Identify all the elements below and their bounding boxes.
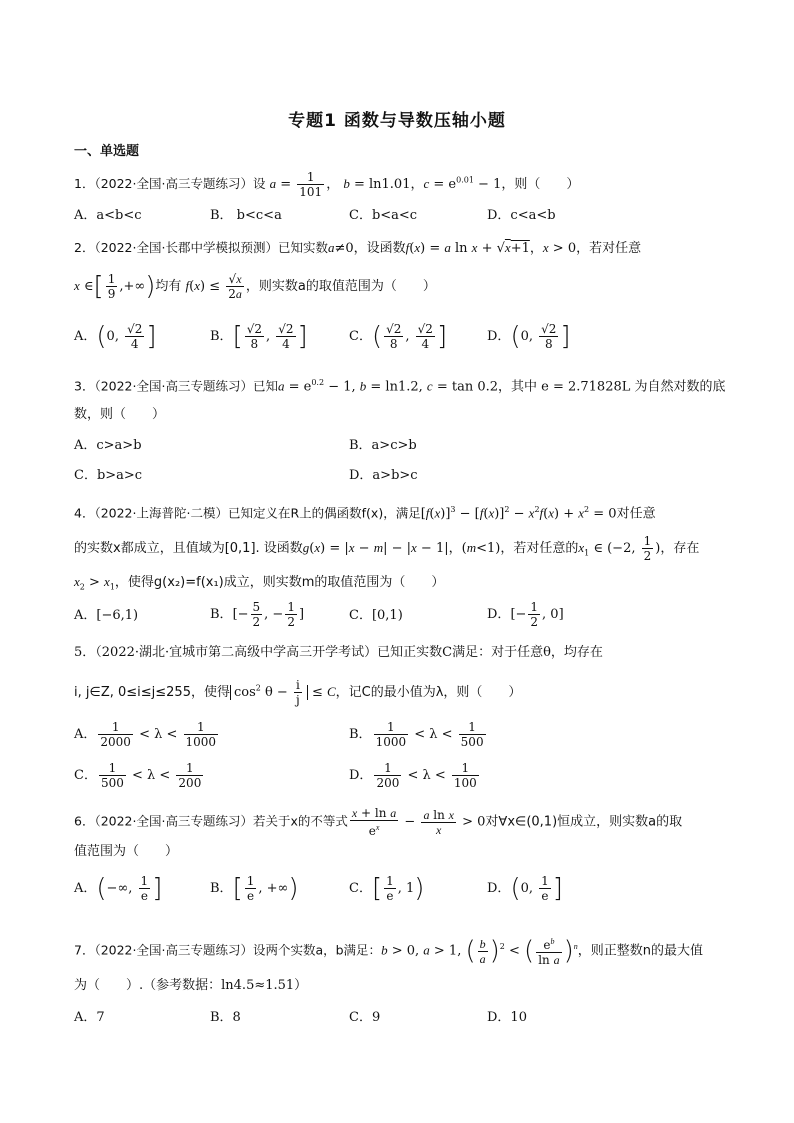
question-4: 4．（2022·上海普陀·二模）已知定义在R上的偶函数f(x)，满足$[f(x)]^3 - [f(x)]^2 - x^2f(x) + x^2 = 0$对任意 [74, 505, 656, 522]
q1-option-c: C．b<a<c [349, 208, 418, 223]
q3-option-a: A．c>a>b [74, 438, 142, 453]
question-3: 3．（2022·全国·高三专题练习）已知$a = e^{0.2} - 1$, b = ln1.2, c = tan 0.2，其中 e = 2.71828L 为自然对数的底 [74, 378, 726, 395]
question-4-line-2: 的实数x都成立，且值域为[0,1]. 设函数g(x) = |x − m| − |x − 1|，(m<1)，若对任意的$x_1$ ∈ (−2, $\frac{1}{2}$ )，存在 [74, 534, 700, 563]
q2-option-a: A．(0, $\frac{√2}{4}$ ] [74, 321, 157, 352]
q5-option-c: C． $\frac{1}{500}$ < λ < $\frac{1}{200}$ [74, 761, 202, 790]
section-heading: 一、单选题 [74, 144, 140, 159]
q4-option-d: D．[− $\frac{1}{2}$ , 0] [487, 600, 564, 629]
q4-option-a: A．[−6,1) [74, 608, 139, 623]
q7-option-c: C．9 [349, 1010, 381, 1025]
question-2: 2．（2022·全国·长郡中学模拟预测）已知实数a≠0，设函数f(x) = a ln x + √x+1，x > 0，若对任意 [74, 240, 642, 256]
q6-option-d: D．(0, $\frac{1}{e}$ ] [487, 873, 563, 904]
q3-option-b: B．a>c>b [349, 438, 417, 453]
question-5: 5．（2022·湖北·宜城市第二高级中学高三开学考试）已知正实数C满足：对于任意θ，均存在 [74, 645, 603, 660]
q2-option-b: B．[ $\frac{√2}{8}$ , $\frac{√2}{4}$ ] [210, 321, 308, 352]
q6-option-a: A．(−∞, $\frac{1}{e}$ ] [74, 873, 163, 904]
question-2-line-2: x ∈[ $\frac{1}{9}$ ,+∞)均有 f(x) ≤ $\frac{√x}{2a}$ ，则实数a的取值范围为（ ） [74, 271, 436, 302]
q5-option-b: B． $\frac{1}{1000}$ < λ < $\frac{1}{500}$ [349, 720, 484, 749]
q2-option-c: C．( $\frac{√2}{8}$ , $\frac{√2}{4}$ ] [349, 321, 448, 352]
question-1: 1．（2022·全国·高三专题练习）设 a = $\frac{1}{101}$ ， b = ln1.01，$c = e^{0.01} - 1$，则（ ） [74, 170, 580, 199]
question-3-line-2: 数，则（ ） [74, 407, 166, 422]
question-7: 7．（2022·全国·高三专题练习）设两个实数a，b满足：b > 0, a > 1, ( $\frac{b}{a}$ )$^2$ < ( $\frac{e^b}{\text{ln a}}$ )$^n$，则正整数n的最大值 [74, 936, 703, 967]
q5-option-a: A． $\frac{1}{2000}$ < λ < $\frac{1}{1000}$ [74, 720, 217, 749]
question-6-line-2: 值范围为（ ） [74, 844, 179, 859]
q3-option-d: D．a>b>c [349, 468, 418, 483]
question-7-line-2: 为（ ）.（参考数据：ln4.5≈1.51） [74, 978, 308, 993]
q1-option-b: B． b<c<a [210, 208, 282, 223]
q6-option-c: C．[ $\frac{1}{e}$ , 1) [349, 873, 425, 904]
q4-option-c: C．[0,1) [349, 608, 403, 623]
q7-option-a: A．7 [74, 1010, 105, 1025]
q3-option-c: C．b>a>c [74, 468, 143, 483]
q7-option-d: D．10 [487, 1010, 527, 1025]
question-6: 6．（2022·全国·高三专题练习）若关于x的不等式 $\frac{\text{x + ln a}}{e^x}$ − $\frac{\text{a ln x}}{x}$ > 0对∀x∈(0,1)恒成立，则实数a的取 [74, 806, 683, 838]
q1-option-d: D．c<a<b [487, 208, 556, 223]
question-4-line-3: $x_2 > x_1$，使得g(x₂)=f(x₁)成立，则实数m的取值范围为（ ） [74, 574, 445, 592]
q1-option-a: A．a<b<c [74, 208, 142, 223]
q5-option-d: D． $\frac{1}{200}$ < λ < $\frac{1}{100}$ [349, 761, 477, 790]
q6-option-b: B．[ $\frac{1}{e}$ , +∞) [210, 873, 299, 904]
page-title: 专题1 函数与导数压轴小题 [288, 111, 506, 131]
q7-option-b: B．8 [210, 1010, 241, 1025]
q4-option-b: B．[− $\frac{5}{2}$ , − $\frac{1}{2}$ ] [210, 600, 305, 629]
q2-option-d: D．(0, $\frac{√2}{8}$ ] [487, 321, 571, 352]
question-5-line-2: i, j∈Z, 0≤i≤j≤255，使得 $\cos^2 \theta$ − $\frac{i}{j}$ ≤ C，记C的最小值为λ，则（ ） [74, 678, 522, 707]
